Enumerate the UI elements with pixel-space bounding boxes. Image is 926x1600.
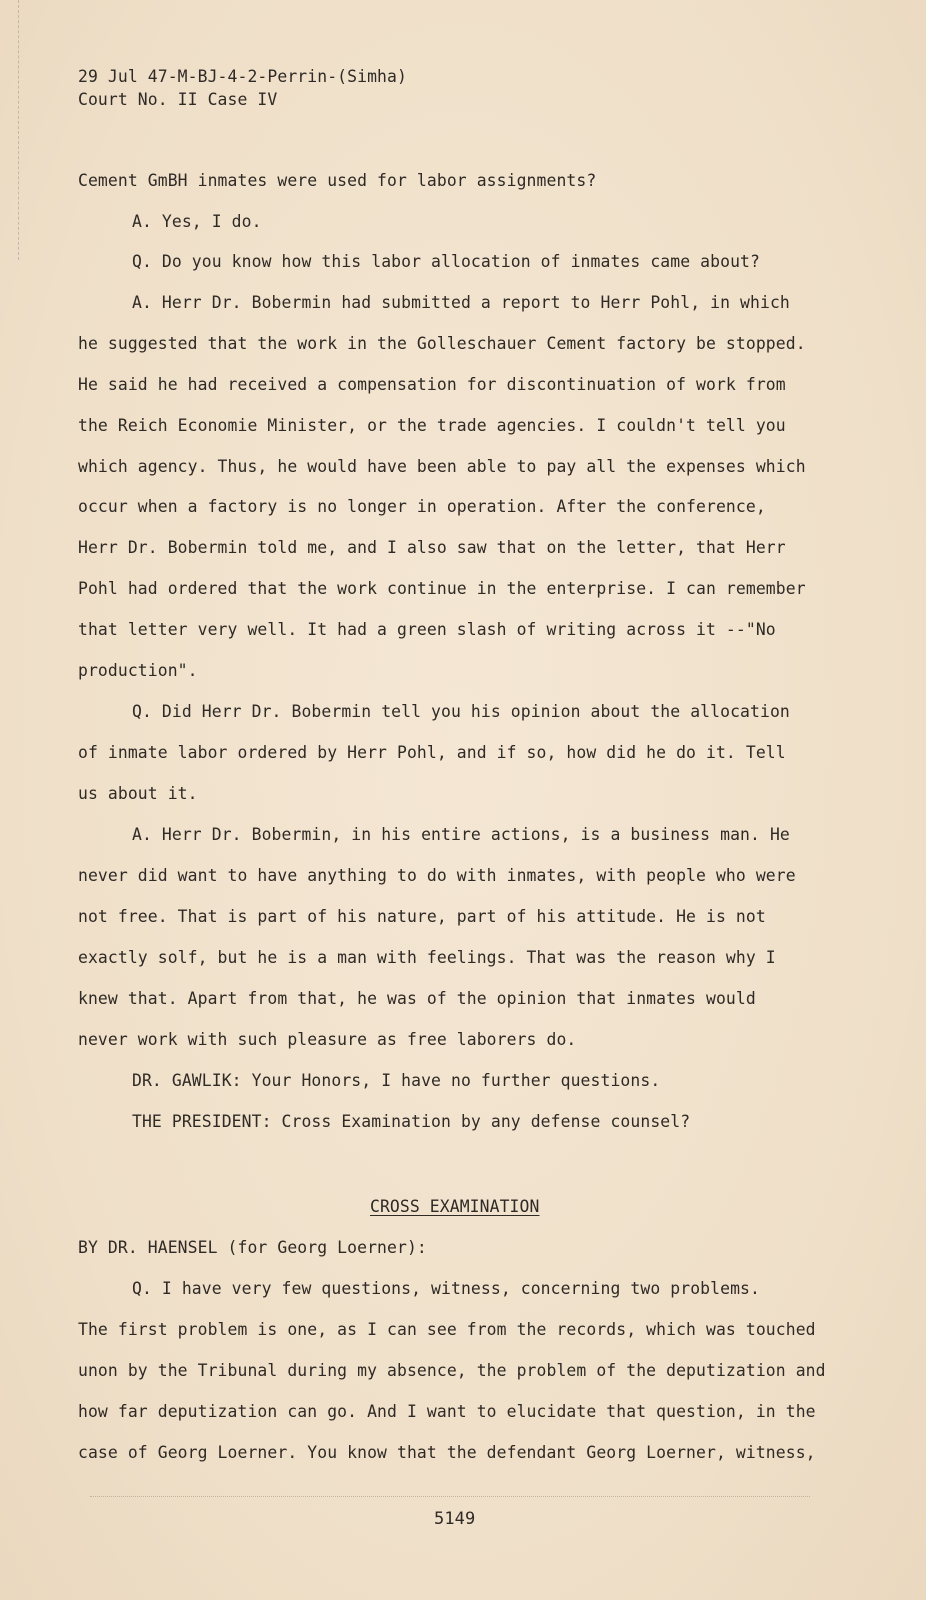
text-line: BY DR. HAENSEL (for Georg Loerner): bbox=[78, 1238, 427, 1257]
text-line: us about it. bbox=[78, 784, 198, 803]
text-line: He said he had received a compensation for discontinuation of work from bbox=[78, 375, 786, 394]
text-line: A. Herr Dr. Bobermin had submitted a report to Herr Pohl, in which bbox=[132, 293, 790, 312]
text-line: of inmate labor ordered by Herr Pohl, and if so, how did he do it. Tell bbox=[78, 743, 786, 762]
text-line: DR. GAWLIK: Your Honors, I have no further questions. bbox=[132, 1071, 661, 1090]
text-line: exactly solf, but he is a man with feelings. That was the reason why I bbox=[78, 948, 776, 967]
text-line: Herr Dr. Bobermin told me, and I also saw that on the letter, that Herr bbox=[78, 538, 786, 557]
text-line: never work with such pleasure as free laborers do. bbox=[78, 1030, 577, 1049]
text-line: A. Herr Dr. Bobermin, in his entire actions, is a business man. He bbox=[132, 825, 790, 844]
text-line: Q. Did Herr Dr. Bobermin tell you his opinion about the allocation bbox=[132, 702, 790, 721]
text-line: Cement GmBH inmates were used for labor assignments? bbox=[78, 171, 597, 190]
text-line: never did want to have anything to do with inmates, with people who were bbox=[78, 866, 796, 885]
section-heading: CROSS EXAMINATION bbox=[370, 1197, 540, 1216]
page-number: 5149 bbox=[434, 1509, 476, 1529]
text-line: THE PRESIDENT: Cross Examination by any defense counsel? bbox=[132, 1112, 691, 1131]
text-line: unon by the Tribunal during my absence, the problem of the deputization and bbox=[78, 1361, 826, 1380]
text-line: A. Yes, I do. bbox=[132, 212, 262, 231]
text-line: Q. I have very few questions, witness, concerning two problems. bbox=[132, 1279, 760, 1298]
text-line: how far deputization can go. And I want to elucidate that question, in the bbox=[78, 1402, 816, 1421]
header-court: Court No. II Case IV bbox=[78, 90, 278, 109]
text-line: knew that. Apart from that, he was of the opinion that inmates would bbox=[78, 989, 756, 1008]
text-line: he suggested that the work in the Golleschauer Cement factory be stopped. bbox=[78, 334, 806, 353]
header-reference: 29 Jul 47-M-BJ-4-2-Perrin-(Simha) bbox=[78, 67, 407, 86]
text-line: not free. That is part of his nature, part of his attitude. He is not bbox=[78, 907, 766, 926]
text-line: Q. Do you know how this labor allocation of inmates came about? bbox=[132, 252, 760, 271]
smudge-marks bbox=[90, 1490, 810, 1497]
text-line: Pohl had ordered that the work continue in the enterprise. I can remember bbox=[78, 579, 806, 598]
torn-left-edge bbox=[0, 0, 19, 260]
text-line: that letter very well. It had a green slash of writing across it --"No bbox=[78, 620, 776, 639]
text-line: which agency. Thus, he would have been able to pay all the expenses which bbox=[78, 457, 806, 476]
text-line: case of Georg Loerner. You know that the defendant Georg Loerner, witness, bbox=[78, 1443, 816, 1462]
text-line: the Reich Economie Minister, or the trade agencies. I couldn't tell you bbox=[78, 416, 786, 435]
text-line: occur when a factory is no longer in operation. After the conference, bbox=[78, 497, 766, 516]
text-line: The first problem is one, as I can see from the records, which was touched bbox=[78, 1320, 816, 1339]
text-line: production". bbox=[78, 661, 198, 680]
